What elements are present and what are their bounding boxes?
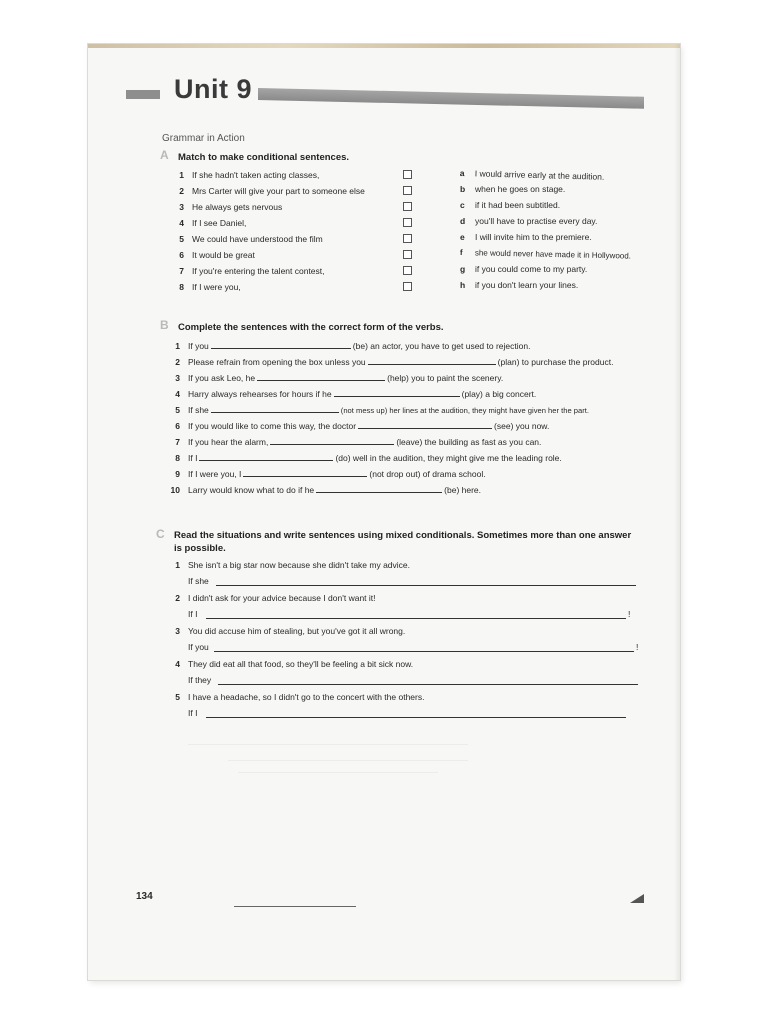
page-number: 134 xyxy=(136,891,153,902)
footer-rule xyxy=(234,906,356,907)
answer-blank[interactable] xyxy=(334,389,460,397)
unit-left-bar xyxy=(126,90,160,99)
section-c-list: 1 She isn't a big star now because she didn't take my advice. If she 2 I didn't ask for your advice because I don't want it! If I ! 3 You did accuse him of stealing, but you've got it all wrong. If you ! 4 They did eat all that food, so they'll be feeling a bit sick now. If they 5 I have a headache, so I didn't go to the concert with the others. If I xyxy=(175,560,639,718)
section-a-instruction: Match to make conditional sentences. xyxy=(178,152,350,163)
answer-checkbox[interactable] xyxy=(403,218,412,227)
bleed-through xyxy=(238,772,438,773)
unit-title: Unit 9 xyxy=(174,74,253,104)
answer-blank[interactable] xyxy=(316,485,442,493)
unit-right-bar xyxy=(258,88,644,109)
section-a-left-list: 1 If she hadn't taken acting classes, 2 Mrs Carter will give your part to someone else 3 He always gets nervous 4 If I see Daniel, 5 We could have understood the film 6 It would be great 7 If you're entering the talent contest, 8 If I were you, xyxy=(179,170,365,292)
section-title: Grammar in Action xyxy=(162,133,245,144)
answer-checkbox[interactable] xyxy=(403,186,412,195)
corner-mark xyxy=(630,894,644,903)
answer-checkbox[interactable] xyxy=(403,250,412,259)
answer-line[interactable] xyxy=(206,717,626,718)
answer-checkbox[interactable] xyxy=(403,266,412,275)
section-b-instruction: Complete the sentences with the correct form of the verbs. xyxy=(178,322,444,333)
bleed-through xyxy=(228,760,468,761)
answer-checkbox[interactable] xyxy=(403,282,412,291)
section-a-right-list: a I would arrive early at the audition. b when he goes on stage. c if it had been subtitled. d you'll have to practise every day. e I will invite him to the premiere. f she would never have made it in Hollywood. g if you could come to my party. h if you don't learn your lines. xyxy=(459,168,632,290)
answer-blank[interactable] xyxy=(270,437,394,445)
bleed-through xyxy=(188,744,468,745)
answer-blank[interactable] xyxy=(368,357,496,365)
answer-checkbox[interactable] xyxy=(403,234,412,243)
answer-blank[interactable] xyxy=(211,341,351,349)
answer-line[interactable] xyxy=(218,684,638,685)
answer-line[interactable] xyxy=(206,618,626,619)
answer-blank[interactable] xyxy=(257,373,385,381)
worksheet-page xyxy=(88,44,680,980)
section-a-letter: A xyxy=(160,148,169,162)
answer-blank[interactable] xyxy=(199,453,333,461)
section-c-instruction: Read the situations and write sentences using mixed conditionals. Sometimes more than one answer is possible. xyxy=(174,530,632,554)
section-b-list: 1 If you (be) an actor, you have to get used to rejection. 2 Please refrain from opening the box unless you (plan) to purchase the product. 3 If you ask Leo, he (help) you to paint the scenery. 4 Harry always rehearses for hours if he (play) a big concert. 5 If she (not mess up) her lines at the audition, they might have given her the part. 6 If you would like to come this way, the doctor (see) you now. 7 If you hear the alarm, (leave) the building as fast as you can. 8 If I (do) well in the audition, they might give me the leading role. 9 If I were you, I (not drop out) of drama school. 10 Larry would know what to do if he (be) here. xyxy=(170,341,614,495)
answer-checkbox[interactable] xyxy=(403,202,412,211)
answer-blank[interactable] xyxy=(211,405,339,413)
section-c-letter: C xyxy=(156,527,165,541)
answer-line[interactable] xyxy=(214,651,634,652)
answer-line[interactable] xyxy=(216,585,636,586)
answer-checkbox[interactable] xyxy=(403,170,412,179)
answer-blank[interactable] xyxy=(358,421,492,429)
section-b-letter: B xyxy=(160,318,169,332)
answer-blank[interactable] xyxy=(243,469,367,477)
